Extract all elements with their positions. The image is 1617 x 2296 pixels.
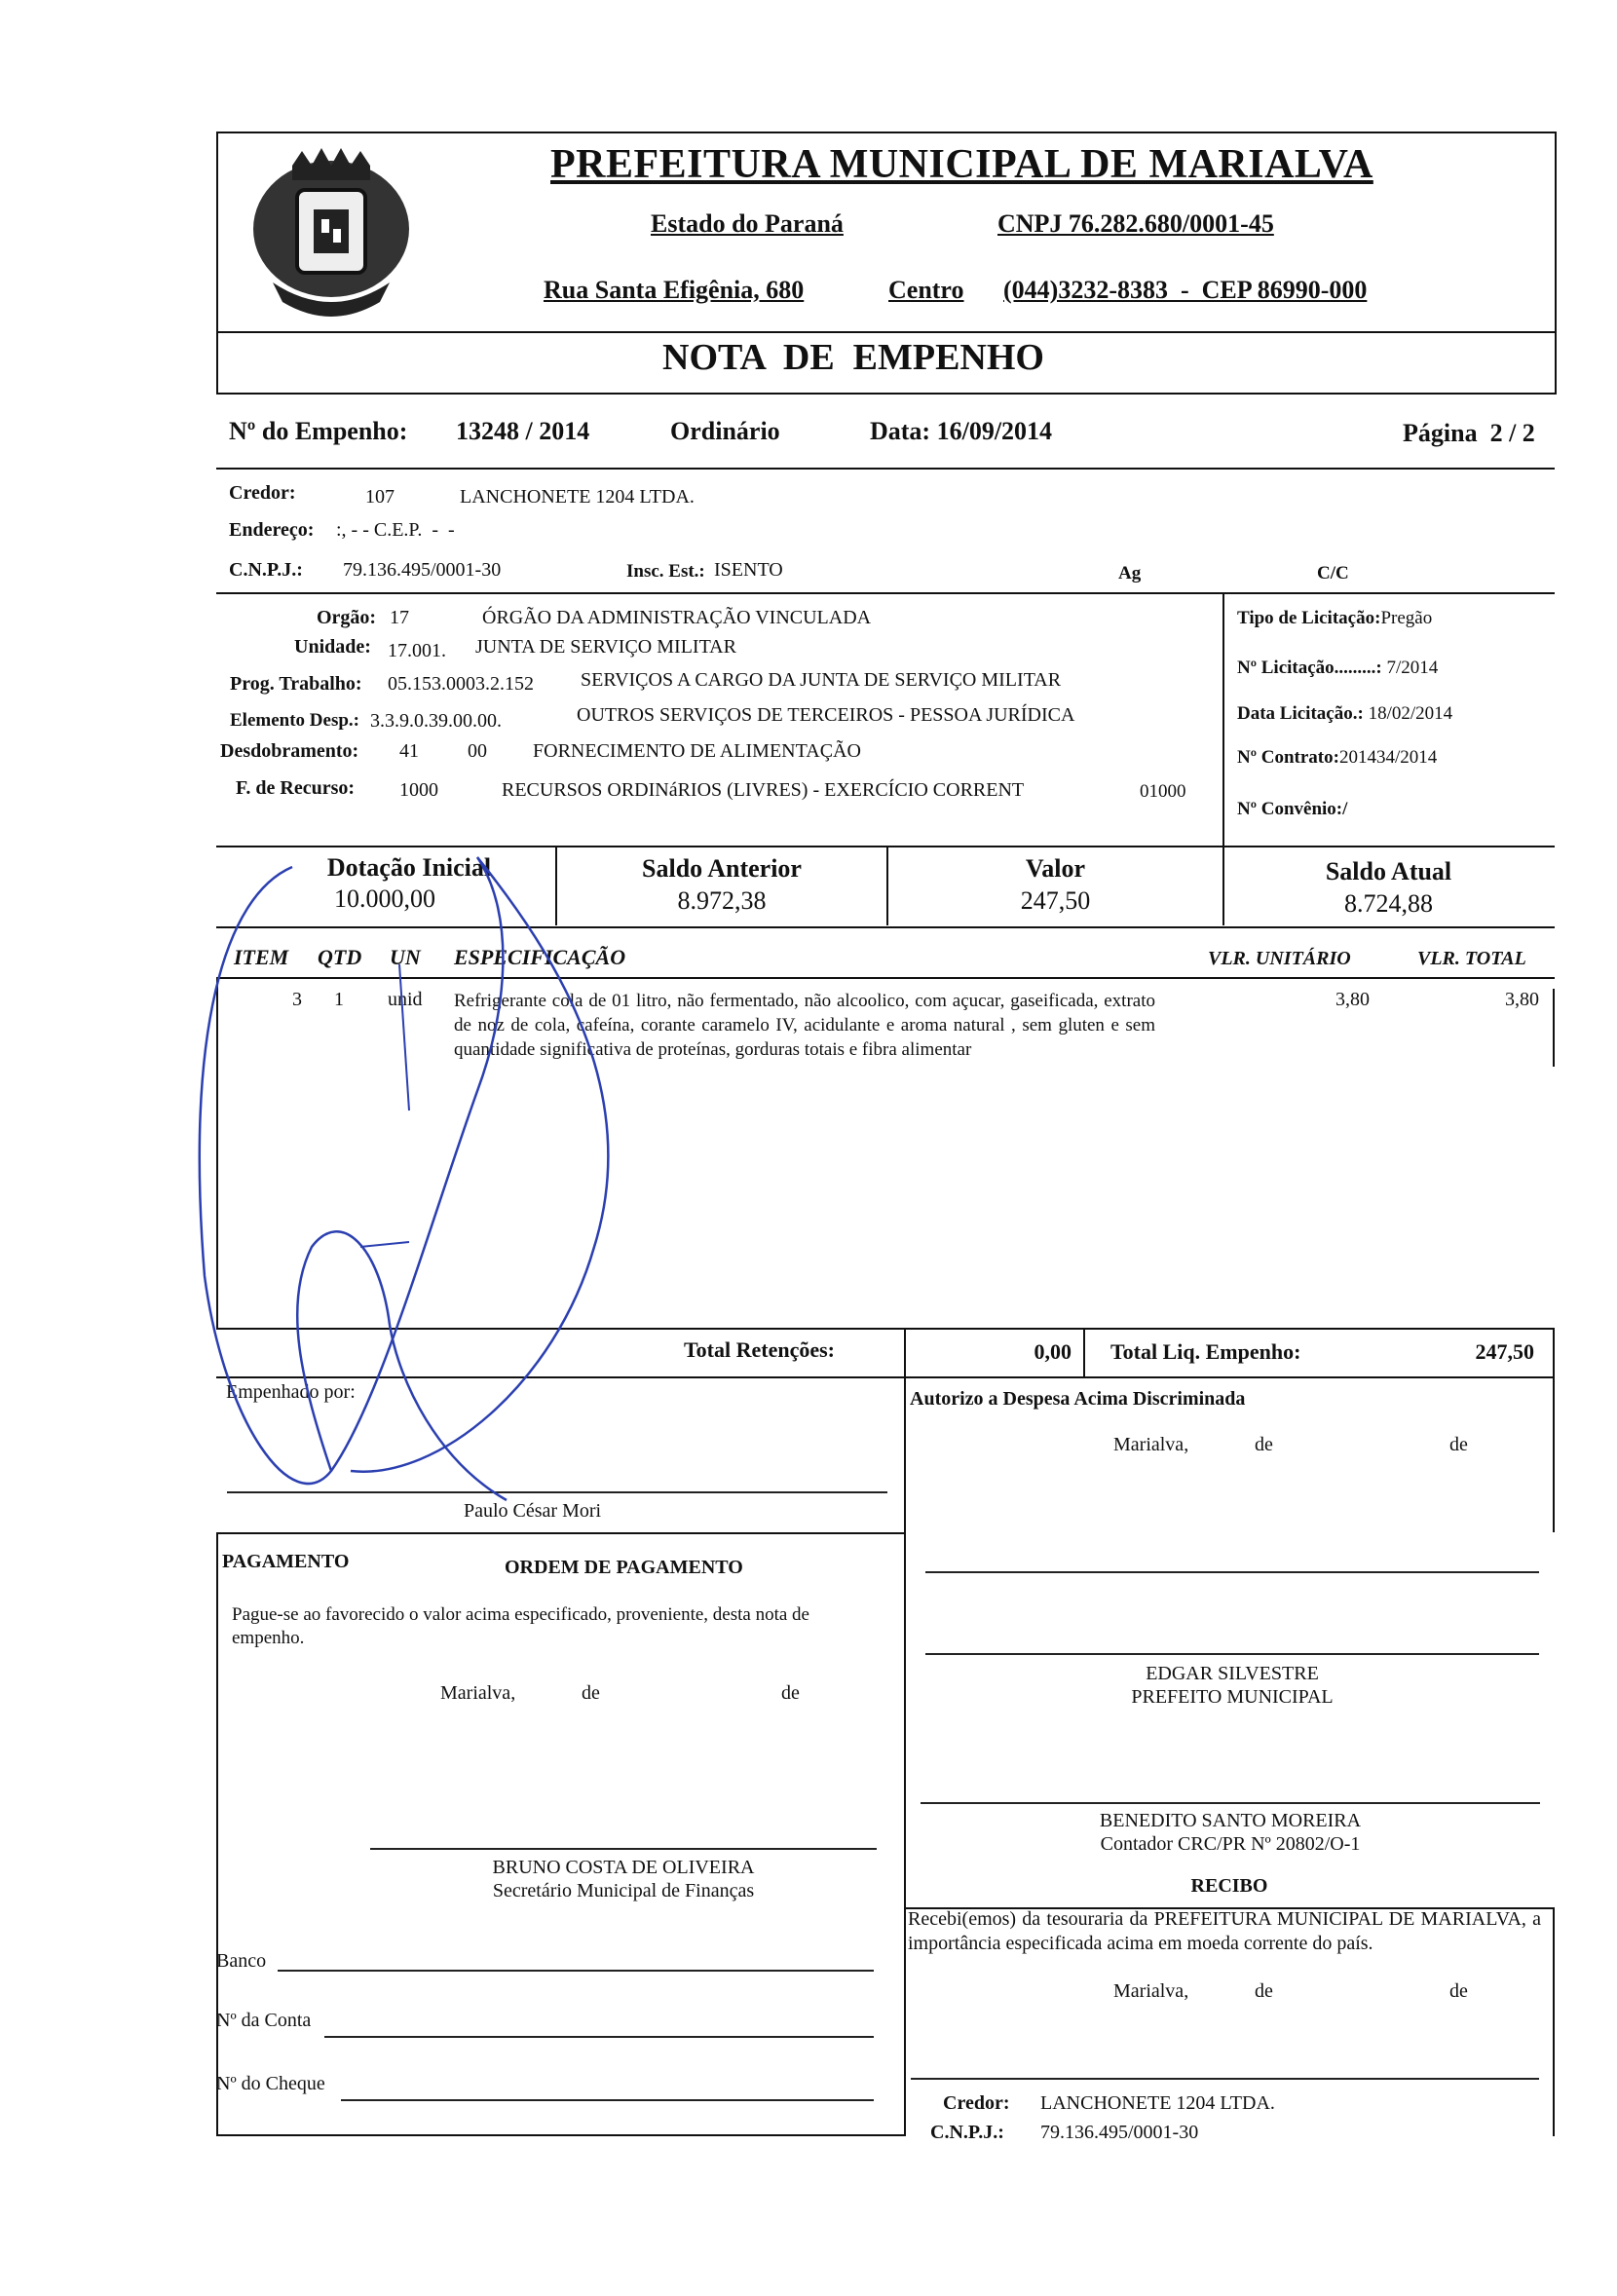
coat-of-arms-logo: [234, 136, 429, 331]
recibo-title: RECIBO: [1190, 1875, 1268, 1897]
elemento-label: Elemento Desp.:: [230, 710, 359, 731]
valor-label: Valor: [1025, 854, 1086, 883]
prog-desc: SERVIÇOS A CARGO DA JUNTA DE SERVIÇO MILITAR: [581, 669, 1062, 691]
header-divider: [216, 331, 1555, 333]
prog-code: 05.153.0003.2.152: [388, 673, 534, 695]
num-contrato: Nº Contrato:201434/2014: [1237, 747, 1438, 768]
desdobramento-label: Desdobramento:: [220, 740, 359, 762]
elemento-code: 3.3.9.0.39.00.00.: [370, 710, 502, 732]
recurso-extra: 01000: [1140, 781, 1186, 802]
num-convenio: Nº Convênio:/: [1237, 799, 1348, 819]
totals-right-border: [1553, 1328, 1555, 1378]
row-qtd: 1: [334, 989, 344, 1010]
liq-empenho-label: Total Liq. Empenho:: [1110, 1339, 1301, 1364]
endereco-label: Endereço:: [229, 519, 315, 541]
secretario-name: BRUNO COSTA DE OLIVEIRA: [492, 1857, 755, 1878]
conta-line[interactable]: [324, 2036, 874, 2038]
data-licitacao: Data Licitação.: 18/02/2014: [1237, 703, 1453, 724]
recurso-label: F. de Recurso:: [236, 777, 356, 799]
prefeito-name: EDGAR SILVESTRE: [1146, 1663, 1319, 1684]
secretario-title: Secretário Municipal de Finanças: [492, 1880, 755, 1901]
unidade-label: Unidade:: [294, 636, 371, 658]
pagamento-bottom: [216, 2134, 906, 2136]
budget-divider: [1222, 592, 1224, 847]
header-title: PREFEITURA MUNICIPAL DE MARIALVA: [550, 142, 1373, 187]
cnpj-value: 79.136.495/0001-30: [343, 559, 502, 581]
pagamento-city: Marialva,: [440, 1682, 516, 1704]
doc-title: NOTA DE EMPENHO: [662, 337, 1044, 378]
col-item-header: ITEM: [234, 945, 289, 969]
pagamento-right-border: [904, 1532, 906, 2136]
banco-line[interactable]: [278, 1970, 874, 1972]
empenho-number: 13248 / 2014: [456, 417, 590, 445]
divider: [216, 592, 1555, 594]
secretario-signature-line: [370, 1848, 877, 1850]
row-total: 3,80: [1505, 989, 1539, 1010]
desdobramento-desc: FORNECIMENTO DE ALIMENTAÇÃO: [533, 740, 861, 762]
items-right-border: [1553, 989, 1555, 1067]
ag-label: Ag: [1118, 563, 1142, 583]
recibo-city: Marialva,: [1113, 1980, 1189, 2002]
saldo-atual-label: Saldo Atual: [1325, 857, 1452, 885]
cheque-line[interactable]: [341, 2099, 874, 2101]
recibo-credor-label: Credor:: [943, 2092, 1010, 2114]
col-un-header: UN: [390, 945, 421, 969]
col-total-header: VLR. TOTAL: [1417, 948, 1526, 969]
pagamento-de2: de: [781, 1682, 800, 1704]
empenho-date: Data: 16/09/2014: [870, 417, 1053, 445]
empenhado-label: Empenhado por:: [226, 1381, 356, 1403]
contador-title: Contador CRC/PR Nº 20802/O-1: [1100, 1833, 1361, 1855]
recibo-right-border: [1553, 1907, 1555, 2136]
endereco-value: :, - - C.E.P. - -: [336, 519, 455, 541]
orgao-label: Orgão:: [317, 607, 377, 628]
row-spec: Refrigerante cola de 01 litro, não fermentado, não alcoolico, com açucar, gaseificada, extrato de noz de cola, cafeína, corante caramelo IV, acidulante e aroma natural , sem gluten e sem quantidade significativa de proteínas, gorduras totais e fibra alimentar: [454, 991, 1155, 1060]
autorizo-city: Marialva,: [1113, 1434, 1189, 1455]
conta-label: Nº da Conta: [216, 2010, 312, 2031]
section-divider: [904, 1376, 906, 1532]
cheque-label: Nº do Cheque: [216, 2073, 325, 2094]
recurso-desc: RECURSOS ORDINáRIOS (LIVRES) - EXERCÍCIO CORRENT: [502, 779, 1025, 801]
recibo-de1: de: [1255, 1980, 1273, 2002]
banco-label: Banco: [216, 1950, 267, 1972]
dotacao-value: 10.000,00: [334, 885, 435, 913]
contador-signature-line: [921, 1802, 1540, 1804]
insc-value: ISENTO: [714, 559, 783, 581]
retencoes-label: Total Retenções:: [684, 1337, 835, 1362]
orgao-desc: ÓRGÃO DA ADMINISTRAÇÃO VINCULADA: [482, 607, 872, 628]
row-unit: 3,80: [1335, 989, 1370, 1010]
liq-empenho-value: 247,50: [1475, 1339, 1534, 1364]
autorizo-label: Autorizo a Despesa Acima Discriminada: [910, 1388, 1246, 1410]
credor-code: 107: [365, 486, 395, 508]
prefeito-title: PREFEITO MUNICIPAL: [1131, 1686, 1334, 1708]
recibo-signature-line: [911, 2078, 1539, 2080]
header-address: Rua Santa Efigênia, 680: [544, 276, 805, 304]
header-state: Estado do Paraná: [651, 209, 844, 238]
recibo-text: Recebi(emos) da tesouraria da PREFEITURA MUNICIPAL DE MARIALVA, a importância especificada acima em moeda corrente do país.: [908, 1908, 1541, 1954]
right-top-line: [925, 1571, 1539, 1573]
credor-label: Credor:: [229, 482, 296, 504]
pagamento-left-border: [216, 1532, 218, 2136]
recibo-cnpj-label: C.N.P.J.:: [930, 2122, 1004, 2143]
desdobramento-code: 41: [399, 740, 419, 762]
autorizo-de2: de: [1449, 1434, 1468, 1455]
pagamento-title: PAGAMENTO: [222, 1551, 350, 1572]
insc-label: Insc. Est.:: [626, 561, 705, 582]
divider: [216, 1532, 904, 1534]
cnpj-label: C.N.P.J.:: [229, 559, 303, 581]
pagamento-de1: de: [582, 1682, 600, 1704]
retencoes-value: 0,00: [1034, 1339, 1072, 1364]
cc-label: C/C: [1317, 563, 1349, 583]
orgao-code: 17: [390, 607, 409, 628]
pagamento-text: Pague-se ao favorecido o valor acima especificado, proveniente, desta nota de empenho.: [232, 1604, 809, 1648]
prefeito-signature-line: [925, 1653, 1539, 1655]
totals-divider: [904, 1328, 906, 1378]
saldo-atual-value: 8.724,88: [1344, 889, 1433, 918]
col-unit-header: VLR. UNITÁRIO: [1208, 948, 1351, 969]
col-spec-header: ESPECIFICAÇÃO: [454, 945, 626, 969]
divider: [216, 468, 1555, 470]
recurso-code: 1000: [399, 779, 438, 801]
desdobramento-sub: 00: [468, 740, 487, 762]
unidade-code: 17.001.: [388, 640, 446, 661]
page-number: Página 2 / 2: [1403, 419, 1535, 447]
col-qtd-header: QTD: [318, 945, 362, 969]
row-item: 3: [292, 989, 302, 1010]
elemento-desc: OUTROS SERVIÇOS DE TERCEIROS - PESSOA JURÍDICA: [577, 704, 1075, 726]
num-licitacao: Nº Licitação.........: 7/2014: [1237, 658, 1439, 678]
tipo-licitacao-label: Tipo de Licitação:Pregão: [1237, 608, 1433, 628]
saldo-anterior-value: 8.972,38: [677, 886, 767, 915]
dotacao-label: Dotação Inicial: [326, 853, 492, 882]
handwritten-signature: [185, 838, 633, 1520]
right-border: [1553, 1376, 1555, 1532]
prog-label: Prog. Trabalho:: [230, 673, 362, 695]
contador-name: BENEDITO SANTO MOREIRA: [1099, 1810, 1362, 1831]
recibo-credor-value: LANCHONETE 1204 LTDA.: [1040, 2092, 1275, 2114]
empenhado-signer: Paulo César Mori: [464, 1500, 602, 1522]
recibo-cnpj-value: 79.136.495/0001-30: [1040, 2122, 1199, 2143]
empenho-type: Ordinário: [670, 417, 780, 445]
saldo-anterior-label: Saldo Anterior: [642, 854, 802, 883]
header-district: Centro: [888, 276, 964, 304]
credor-name: LANCHONETE 1204 LTDA.: [460, 486, 695, 508]
empenho-label: Nº do Empenho:: [229, 417, 408, 445]
recibo-de2: de: [1449, 1980, 1468, 2002]
valor-value: 247,50: [1020, 886, 1091, 915]
header-cnpj: CNPJ 76.282.680/0001-45: [997, 209, 1274, 238]
totals-divider: [1083, 1328, 1085, 1378]
row-un: unid: [388, 989, 423, 1010]
ordem-pagamento-title: ORDEM DE PAGAMENTO: [505, 1557, 743, 1578]
header-phone-cep: (044)3232-8383 - CEP 86990-000: [1003, 276, 1368, 304]
unidade-desc: JUNTA DE SERVIÇO MILITAR: [475, 636, 736, 658]
autorizo-de1: de: [1255, 1434, 1273, 1455]
